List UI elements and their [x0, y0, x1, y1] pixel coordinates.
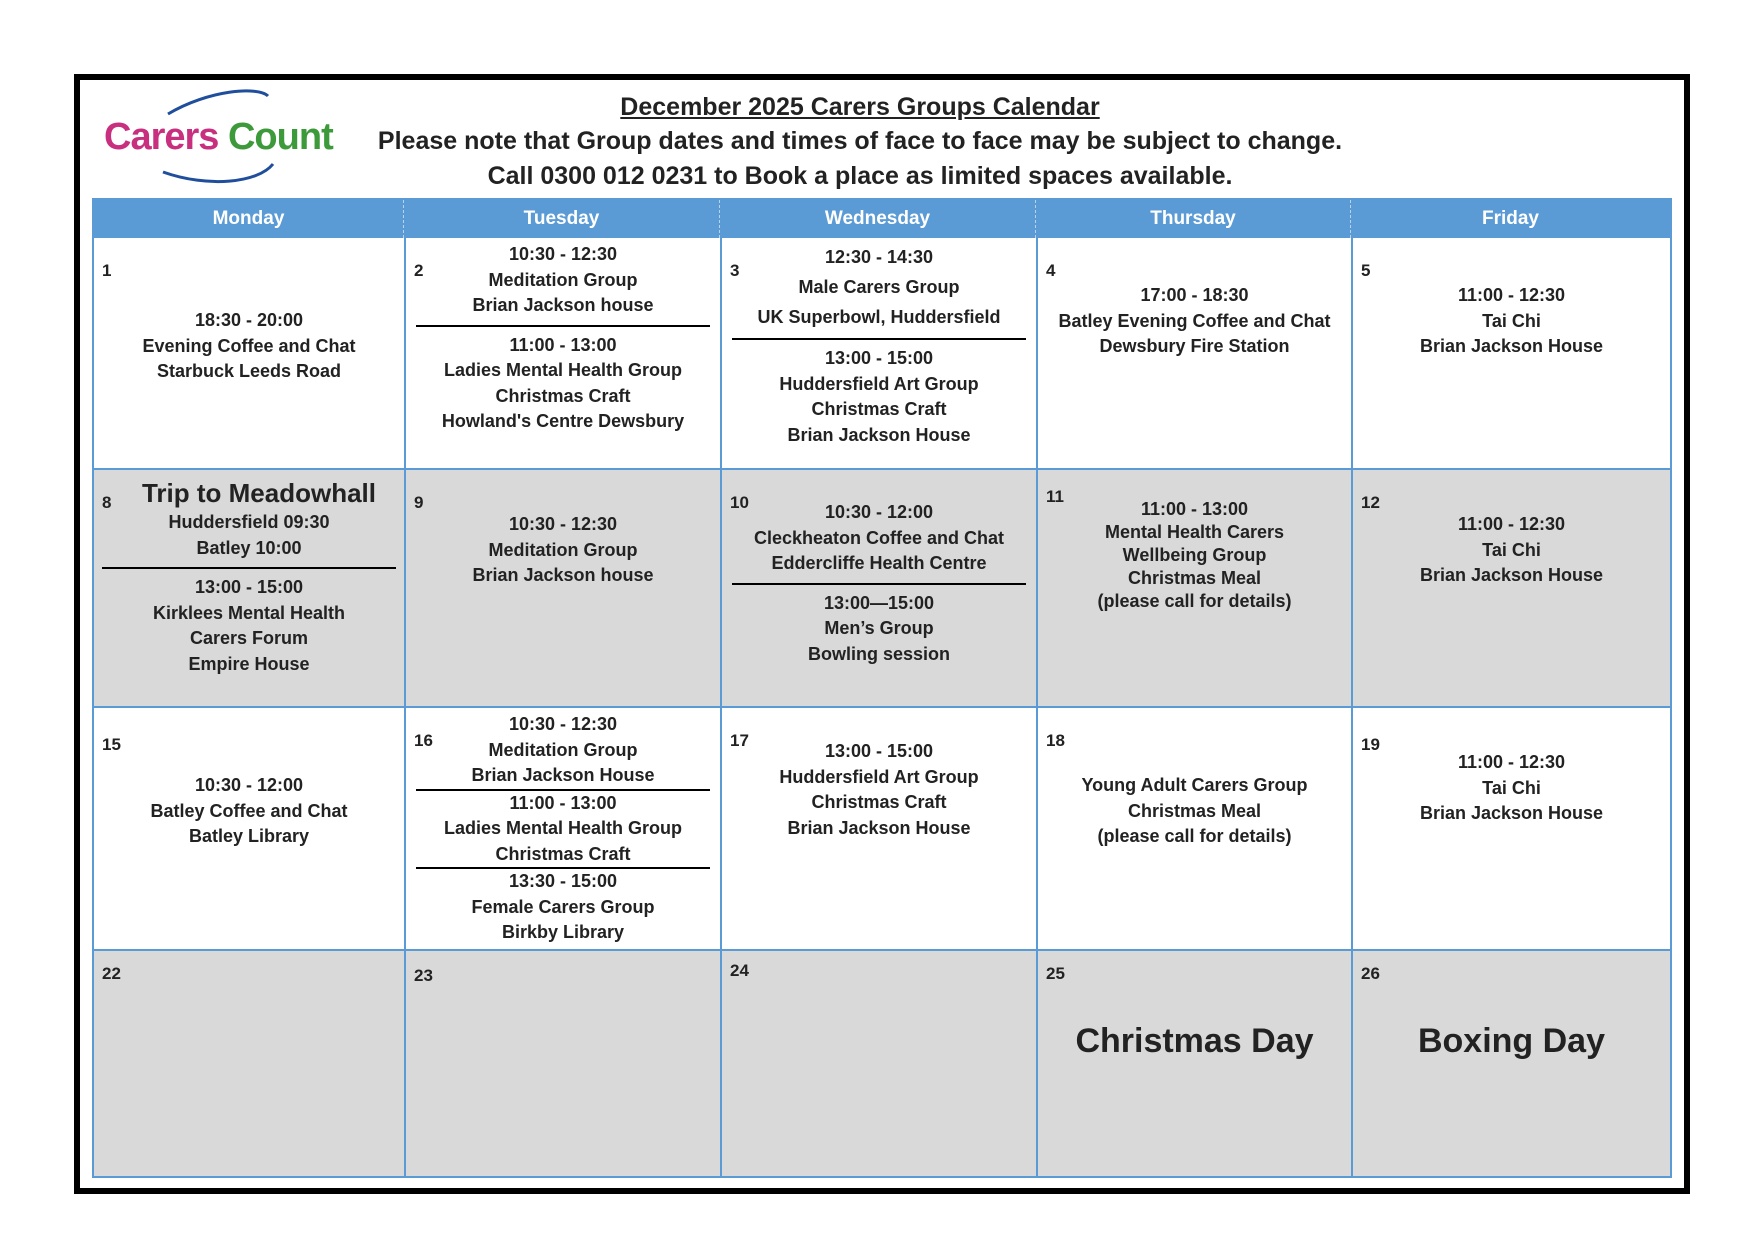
day-cell-15: [94, 708, 406, 951]
event-title: Ladies Mental Health Group: [443, 818, 683, 838]
event-time: 18:30 - 20:00: [194, 310, 304, 330]
event-time: 11:00 - 13:00: [1140, 499, 1249, 519]
event-batley-evening: [1038, 283, 1351, 360]
day-number: 22: [102, 964, 121, 983]
day-cell-2: [406, 238, 722, 470]
calendar-frame: [74, 74, 1690, 1194]
event-title: Huddersfield Art Group: [779, 373, 979, 394]
event-location: Brian Jackson House: [1419, 336, 1604, 356]
event-time: 11:00 - 13:00: [509, 334, 617, 355]
event-time: Batley 10:00: [196, 537, 302, 558]
event-meadowhall-trip: [114, 476, 404, 510]
holiday-label: Boxing Day: [1417, 1022, 1606, 1060]
day-cell-1: [94, 238, 406, 470]
event-location: Starbuck Leeds Road: [156, 361, 342, 381]
event-title: Kirklees Mental Health: [152, 602, 346, 623]
event-detail: Christmas Craft: [811, 792, 947, 812]
event-time: 13:00 - 15:00: [824, 741, 934, 761]
day-number: 12: [1361, 493, 1380, 512]
day-number: 9: [414, 493, 424, 512]
day-number: 15: [102, 735, 121, 754]
day-number: 26: [1361, 964, 1380, 983]
event-meditation: [406, 512, 720, 589]
event-location: UK Superbowl, Huddersfield: [757, 307, 1001, 327]
event-title: Meditation Group: [488, 739, 638, 760]
event-title: Huddersfield Art Group: [779, 766, 979, 787]
event-location: Brian Jackson House: [787, 424, 971, 445]
event-tai-chi: [1353, 283, 1670, 360]
event-divider: [102, 567, 396, 569]
day-number: 2: [414, 261, 424, 280]
calendar-grid: [92, 198, 1672, 1178]
event-time: 12:30 - 14:30: [824, 247, 934, 267]
event-time: 10:30 - 12:30: [508, 514, 618, 534]
header-tuesday: Tuesday: [404, 200, 720, 238]
booking-notice: Call 0300 012 0231 to Book a place as limited spaces available.: [487, 162, 1233, 190]
event-location: Dewsbury Fire Station: [1099, 336, 1290, 356]
logo-word-carers: Carers: [104, 116, 219, 158]
event-title: Meditation Group: [488, 539, 638, 560]
event-trip-times: [94, 510, 404, 677]
event-title: Young Adult Carers Group: [1081, 775, 1308, 795]
day-cell-16: [406, 708, 722, 951]
event-time: 10:30 - 12:00: [824, 502, 934, 522]
event-detail: Christmas Craft: [811, 399, 947, 419]
day-number: 16: [414, 731, 433, 750]
event-tai-chi: [1353, 512, 1670, 589]
day-number: 19: [1361, 735, 1380, 754]
event-christmas-day: [1038, 1022, 1351, 1060]
event-location: Brian Jackson house: [472, 295, 654, 315]
event-title: Cleckheaton Coffee and Chat: [753, 527, 1005, 548]
day-number: 5: [1361, 261, 1371, 280]
change-notice: Please note that Group dates and times of face to face may be subject to change.: [377, 127, 1343, 155]
event-time: 17:00 - 18:30: [1140, 285, 1249, 305]
event-young-adult-carers: [1038, 773, 1351, 850]
event-male-carers: [722, 242, 1036, 332]
event-title: Batley Evening Coffee and Chat: [1058, 310, 1331, 331]
event-location: Eddercliffe Health Centre: [771, 553, 987, 573]
header-wednesday: Wednesday: [720, 200, 1036, 238]
day-cell-5: [1353, 238, 1670, 470]
event-divider: [732, 338, 1026, 340]
day-number: 4: [1046, 261, 1056, 280]
event-location: Birkby Library: [501, 922, 625, 942]
day-cell-24: [722, 951, 1038, 1176]
event-time: 11:00 - 12:30: [1457, 285, 1566, 305]
event-title: Evening Coffee and Chat: [142, 335, 356, 356]
event-title: Male Carers Group: [798, 277, 960, 297]
day-cell-25: [1038, 951, 1353, 1176]
event-divider: [416, 325, 710, 327]
event-location: Brian Jackson House: [1419, 803, 1604, 823]
page-title: December 2025 Carers Groups Calendar: [620, 93, 1100, 121]
event-detail: Bowling session: [807, 643, 951, 664]
event-detail: Christmas Craft: [495, 843, 631, 864]
event-title: Female Carers Group: [471, 896, 655, 917]
event-time: 13:00 - 15:00: [194, 577, 304, 597]
event-time: 11:00 - 12:30: [1457, 514, 1566, 534]
event-boxing-day: [1353, 1022, 1670, 1060]
day-number: 23: [414, 966, 433, 985]
title-block: [360, 90, 1360, 194]
header-thursday: Thursday: [1036, 200, 1351, 238]
event-title: Meditation Group: [488, 269, 638, 290]
event-title: Tai Chi: [1482, 539, 1541, 560]
day-number: 18: [1046, 731, 1065, 750]
event-time: 10:30 - 12:30: [508, 714, 618, 734]
logo-wordmark: [104, 116, 333, 159]
event-title: Carers Forum: [189, 628, 309, 648]
day-cell-17: [722, 708, 1038, 951]
event-location: Brian Jackson House: [1419, 565, 1604, 585]
event-time: Huddersfield 09:30: [168, 512, 330, 532]
day-number: 3: [730, 261, 740, 280]
day-cell-23: [406, 951, 722, 1176]
event-detail: Christmas Meal: [1127, 568, 1262, 588]
day-cell-18: [1038, 708, 1353, 951]
event-cleckheaton-coffee: [722, 500, 1036, 667]
trip-title: Trip to Meadowhall: [141, 478, 376, 508]
day-number: 17: [730, 731, 749, 750]
event-title: Ladies Mental Health Group: [443, 360, 683, 380]
event-title: Mental Health Carers: [1104, 522, 1285, 542]
event-time: 13:00 - 15:00: [824, 348, 934, 368]
event-time: 13:30 - 15:00: [508, 871, 618, 891]
day-cell-9: [406, 470, 722, 708]
event-time: 11:00 - 12:30: [1457, 752, 1566, 772]
logo-word-count: Count: [227, 116, 333, 158]
event-time: 10:30 - 12:00: [194, 775, 304, 795]
event-title: Men’s Group: [824, 618, 934, 638]
day-cell-10: [722, 470, 1038, 708]
event-note: (please call for details): [1097, 591, 1292, 611]
header-friday: Friday: [1351, 200, 1670, 238]
day-number: 11: [1046, 487, 1064, 506]
day-cell-19: [1353, 708, 1670, 951]
day-cell-22: [94, 951, 406, 1176]
day-number: 25: [1046, 964, 1065, 983]
day-cell-4: [1038, 238, 1353, 470]
event-divider: [732, 583, 1026, 585]
event-location: Brian Jackson House: [471, 765, 655, 785]
event-title: Batley Coffee and Chat: [150, 800, 348, 821]
day-cell-11: [1038, 470, 1353, 708]
day-cell-3: [722, 238, 1038, 470]
event-tai-chi: [1353, 750, 1670, 827]
event-location: Howland's Centre Dewsbury: [441, 411, 685, 431]
event-art-group: [722, 739, 1036, 841]
holiday-label: Christmas Day: [1075, 1022, 1314, 1060]
event-detail: Christmas Craft: [495, 385, 631, 406]
event-time: 11:00 - 13:00: [509, 792, 617, 813]
event-time: 10:30 - 12:30: [508, 244, 618, 264]
event-multi: [406, 712, 720, 946]
event-location: Empire House: [188, 653, 310, 674]
event-location: Batley Library: [188, 826, 310, 846]
event-title: Wellbeing Group: [1122, 545, 1267, 565]
carers-count-logo: [98, 88, 338, 193]
event-detail: Christmas Meal: [1127, 800, 1262, 821]
event-location: Brian Jackson house: [472, 565, 654, 585]
header-monday: Monday: [94, 200, 404, 238]
event-title: Tai Chi: [1482, 777, 1541, 798]
day-number: 10: [730, 493, 749, 512]
day-number: 24: [730, 961, 749, 980]
day-cell-26: [1353, 951, 1670, 1176]
event-evening-coffee: [94, 308, 404, 385]
day-cell-8: [94, 470, 406, 708]
day-number: 1: [102, 261, 112, 280]
event-meditation: [406, 242, 720, 435]
event-batley-coffee: [94, 773, 404, 850]
event-time: 13:00—15:00: [823, 592, 935, 613]
event-note: (please call for details): [1097, 826, 1292, 846]
event-art-group: [722, 338, 1036, 448]
event-title: Tai Chi: [1482, 310, 1541, 331]
day-number: 8: [102, 493, 112, 512]
event-location: Brian Jackson House: [787, 817, 971, 838]
event-mental-health-carers: [1038, 498, 1351, 613]
day-cell-12: [1353, 470, 1670, 708]
